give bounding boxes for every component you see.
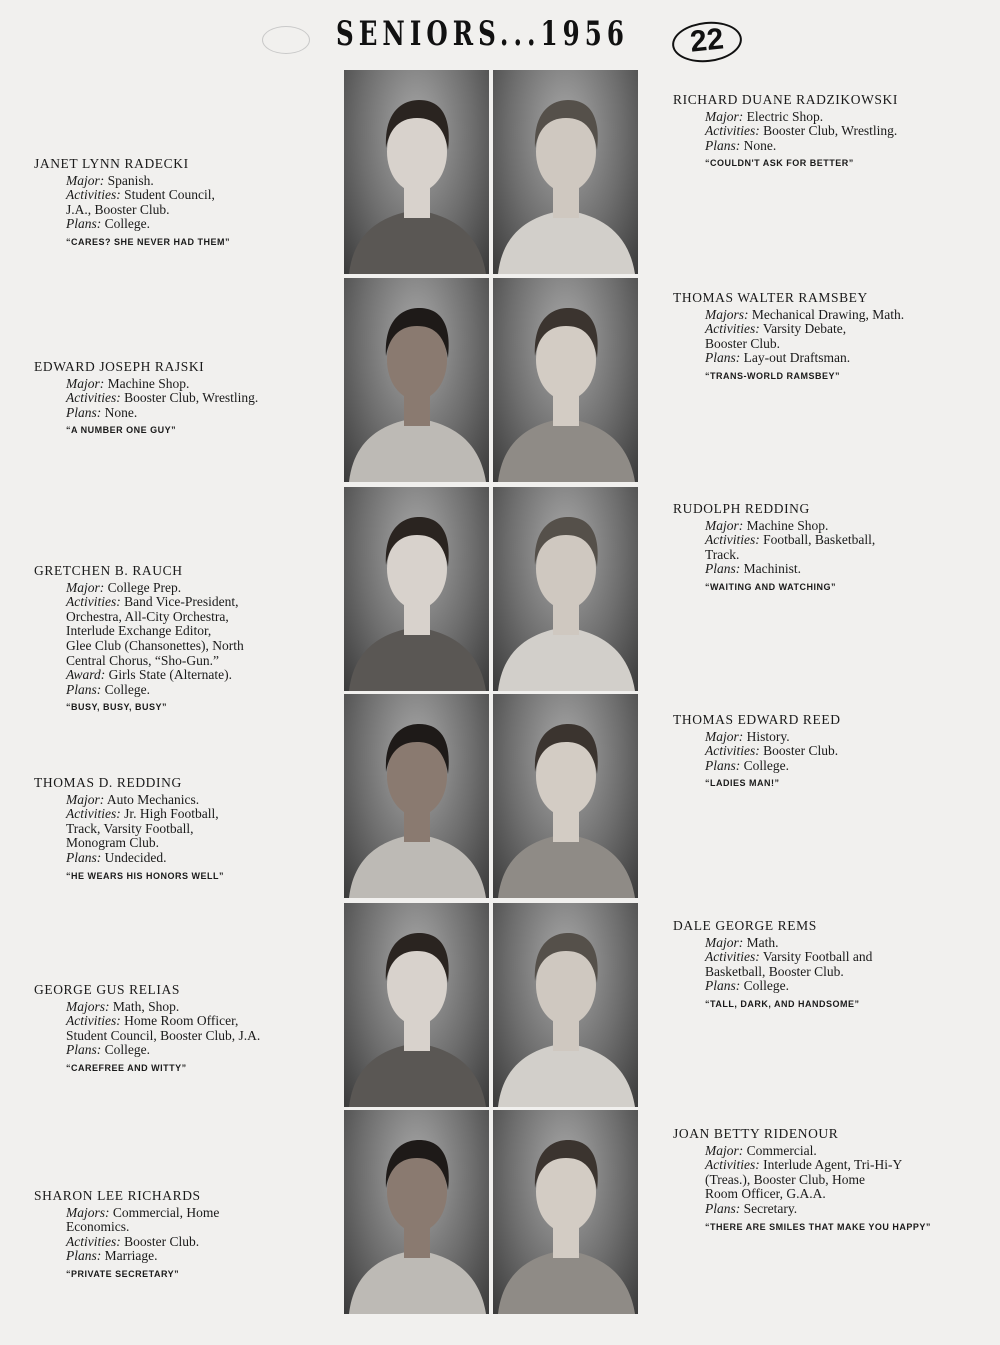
detail-line — [705, 744, 841, 759]
detail-line — [66, 1220, 219, 1235]
student-portrait-photo — [344, 70, 489, 274]
detail-text: Auto Mechanics. — [104, 791, 200, 807]
detail-text: Secretary. — [740, 1200, 798, 1216]
student-portrait-photo — [493, 903, 638, 1107]
student-motto: “HE WEARS HIS HONORS WELL” — [66, 870, 225, 881]
senior-entry — [673, 713, 841, 791]
detail-text: Booster Club. — [759, 743, 839, 759]
detail-text: None. — [101, 404, 138, 420]
detail-label: Majors: — [66, 998, 110, 1014]
detail-line — [66, 595, 244, 610]
detail-line — [66, 639, 244, 654]
detail-text: History. — [743, 728, 790, 744]
detail-line — [66, 581, 244, 596]
detail-text: Machine Shop. — [743, 517, 829, 533]
senior-entry — [673, 919, 872, 1012]
detail-line — [66, 406, 258, 421]
detail-label: Plans: — [66, 1248, 102, 1264]
student-motto: “CAREFREE AND WITTY” — [66, 1062, 187, 1073]
detail-line — [705, 1202, 931, 1217]
detail-text: Marriage. — [101, 1248, 158, 1264]
detail-text: Varsity Football and — [759, 949, 873, 965]
detail-line — [705, 308, 904, 323]
student-name: RICHARD DUANE RADZIKOWSKI — [673, 92, 898, 107]
student-name: EDWARD JOSEPH RAJSKI — [34, 359, 205, 374]
detail-line — [705, 730, 841, 745]
detail-line — [66, 203, 230, 218]
detail-label: Majors: — [66, 1204, 110, 1220]
senior-entry — [34, 776, 224, 883]
detail-label: Plans: — [705, 757, 741, 773]
detail-label: Plans: — [66, 404, 102, 420]
detail-line — [705, 1158, 931, 1173]
student-name: THOMAS EDWARD REED — [673, 712, 841, 727]
detail-label: Major: — [66, 791, 105, 807]
detail-line — [705, 1187, 931, 1202]
detail-text: Math. — [743, 934, 779, 950]
detail-label: Activities: — [66, 594, 121, 610]
detail-text: J.A., Booster Club. — [66, 201, 170, 217]
detail-text: Economics. — [66, 1219, 130, 1235]
detail-label: Plans: — [66, 681, 102, 697]
student-portrait-photo — [493, 70, 638, 274]
detail-label: Major: — [705, 517, 744, 533]
student-motto: “THERE ARE SMILES THAT MAKE YOU HAPPY” — [705, 1221, 931, 1232]
detail-label: Activities: — [66, 1013, 121, 1029]
student-motto: “PRIVATE SECRETARY” — [66, 1268, 180, 1279]
detail-text: Jr. High Football, — [120, 806, 219, 822]
detail-label: Major: — [705, 934, 744, 950]
detail-label: Plans: — [66, 849, 102, 865]
page-title: SENIORS...1956 — [336, 14, 629, 54]
detail-text: None. — [740, 137, 777, 153]
detail-line — [66, 851, 224, 866]
detail-label: Activities: — [705, 123, 760, 139]
detail-line — [66, 217, 230, 232]
detail-text: Band Vice-President, — [120, 594, 239, 610]
senior-entry — [673, 502, 875, 595]
student-portrait-photo — [493, 694, 638, 898]
detail-line — [66, 188, 230, 203]
detail-text: Booster Club. — [705, 335, 781, 351]
detail-line — [66, 610, 244, 625]
student-portrait-photo — [493, 487, 638, 691]
detail-line — [705, 759, 841, 774]
detail-text: College. — [101, 1042, 150, 1058]
detail-text: Student Council, — [120, 187, 215, 203]
student-portrait-photo — [344, 1110, 489, 1314]
faint-stamp-mark — [262, 26, 310, 54]
detail-line — [66, 807, 224, 822]
student-portrait-photo — [344, 278, 489, 482]
detail-label: Majors: — [705, 306, 749, 322]
detail-line — [705, 351, 904, 366]
detail-text: Football, Basketball, — [759, 532, 876, 548]
detail-line — [705, 562, 875, 577]
detail-label: Major: — [66, 172, 105, 188]
student-motto: “TRANS-WORLD RAMSBEY” — [705, 370, 840, 381]
detail-line — [66, 624, 244, 639]
detail-text: Undecided. — [101, 849, 167, 865]
detail-label: Activities: — [66, 390, 121, 406]
student-motto: “CARES? SHE NEVER HAD THEM” — [66, 236, 231, 247]
detail-line — [66, 174, 230, 189]
senior-entry — [34, 1189, 219, 1282]
detail-line — [705, 936, 872, 951]
detail-line — [705, 337, 904, 352]
student-motto: “LADIES MAN!” — [705, 778, 780, 789]
detail-text: Booster Club, Wrestling. — [759, 123, 898, 139]
detail-text: Commercial. — [743, 1142, 817, 1158]
handwritten-page-number: 22 — [670, 18, 744, 65]
student-name: RUDOLPH REDDING — [673, 501, 810, 516]
student-portrait-photo — [344, 903, 489, 1107]
detail-label: Plans: — [66, 1042, 102, 1058]
detail-text: Electric Shop. — [743, 108, 824, 124]
detail-label: Major: — [705, 1142, 744, 1158]
detail-text: Interlude Agent, Tri-Hi-Y — [759, 1157, 903, 1173]
student-motto: “TALL, DARK, AND HANDSOME” — [705, 998, 860, 1009]
detail-label: Plans: — [705, 978, 741, 994]
student-name: GRETCHEN B. RAUCH — [34, 563, 183, 578]
detail-label: Major: — [705, 728, 744, 744]
detail-line — [705, 519, 875, 534]
detail-label: Plans: — [705, 137, 741, 153]
detail-label: Activities: — [705, 321, 760, 337]
detail-text: Interlude Exchange Editor, — [66, 623, 212, 639]
detail-label: Activities: — [705, 532, 760, 548]
detail-line — [705, 110, 898, 125]
detail-line — [66, 1000, 260, 1015]
detail-text: College. — [740, 978, 789, 994]
student-portrait-photo — [344, 694, 489, 898]
detail-line — [66, 654, 244, 669]
student-motto: “A NUMBER ONE GUY” — [66, 425, 177, 436]
detail-line — [66, 822, 224, 837]
student-name: SHARON LEE RICHARDS — [34, 1188, 201, 1203]
detail-line — [705, 1173, 931, 1188]
detail-label: Activities: — [705, 949, 760, 965]
detail-label: Plans: — [705, 561, 741, 577]
detail-text: College. — [740, 757, 789, 773]
detail-line — [66, 1235, 219, 1250]
detail-text: Girls State (Alternate). — [105, 667, 232, 683]
senior-entry — [34, 157, 230, 250]
detail-label: Activities: — [66, 1233, 121, 1249]
detail-line — [66, 683, 244, 698]
student-motto: “COULDN'T ASK FOR BETTER” — [705, 158, 854, 169]
detail-text: Track. — [705, 546, 740, 562]
detail-line — [705, 1144, 931, 1159]
detail-line — [66, 1014, 260, 1029]
senior-entry — [673, 291, 904, 384]
detail-label: Activities: — [66, 187, 121, 203]
detail-label: Major: — [66, 375, 105, 391]
detail-line — [66, 668, 244, 683]
student-name: JANET LYNN RADECKI — [34, 156, 189, 171]
detail-label: Plans: — [66, 216, 102, 232]
detail-line — [66, 1249, 219, 1264]
detail-text: Room Officer, G.A.A. — [705, 1186, 826, 1202]
student-name: DALE GEORGE REMS — [673, 918, 817, 933]
detail-line — [66, 1043, 260, 1058]
detail-text: Basketball, Booster Club. — [705, 963, 844, 979]
detail-label: Award: — [66, 667, 106, 683]
senior-entry — [34, 983, 260, 1076]
detail-text: Machine Shop. — [104, 375, 190, 391]
detail-line — [66, 1029, 260, 1044]
detail-line — [705, 979, 872, 994]
detail-label: Plans: — [705, 350, 741, 366]
detail-line — [66, 836, 224, 851]
detail-text: Track, Varsity Football, — [66, 820, 194, 836]
detail-text: Monogram Club. — [66, 835, 159, 851]
detail-label: Activities: — [705, 743, 760, 759]
detail-label: Activities: — [66, 806, 121, 822]
detail-text: Commercial, Home — [109, 1204, 220, 1220]
senior-entry — [34, 360, 258, 438]
detail-text: Math, Shop. — [109, 998, 180, 1014]
detail-line — [705, 322, 904, 337]
detail-text: College Prep. — [104, 579, 182, 595]
detail-text: Machinist. — [740, 561, 801, 577]
detail-text: Home Room Officer, — [120, 1013, 239, 1029]
detail-line — [705, 124, 898, 139]
detail-line — [66, 793, 224, 808]
detail-text: Central Chorus, “Sho-Gun.” — [66, 652, 219, 668]
senior-entry — [673, 1127, 931, 1234]
senior-entry — [673, 93, 898, 171]
detail-text: Orchestra, All-City Orchestra, — [66, 608, 229, 624]
student-name: GEORGE GUS RELIAS — [34, 982, 180, 997]
detail-line — [705, 139, 898, 154]
student-name: JOAN BETTY RIDENOUR — [673, 1126, 839, 1141]
detail-line — [705, 965, 872, 980]
senior-entry — [34, 564, 244, 715]
detail-line — [66, 377, 258, 392]
student-motto: “BUSY, BUSY, BUSY” — [66, 702, 168, 713]
student-name: THOMAS WALTER RAMSBEY — [673, 290, 868, 305]
detail-text: Booster Club. — [120, 1233, 200, 1249]
detail-label: Major: — [705, 108, 744, 124]
detail-text: Student Council, Booster Club, J.A. — [66, 1027, 261, 1043]
detail-line — [66, 391, 258, 406]
detail-text: Booster Club, Wrestling. — [120, 390, 259, 406]
detail-label: Plans: — [705, 1200, 741, 1216]
detail-text: (Treas.), Booster Club, Home — [705, 1171, 865, 1187]
detail-line — [705, 950, 872, 965]
detail-text: College. — [101, 216, 150, 232]
detail-label: Activities: — [705, 1157, 760, 1173]
detail-text: Varsity Debate, — [759, 321, 847, 337]
student-portrait-photo — [493, 1110, 638, 1314]
detail-line — [705, 533, 875, 548]
detail-text: Lay-out Draftsman. — [740, 350, 851, 366]
detail-text: College. — [101, 681, 150, 697]
detail-label: Major: — [66, 579, 105, 595]
detail-line — [66, 1206, 219, 1221]
detail-line — [705, 548, 875, 563]
detail-text: Glee Club (Chansonettes), North — [66, 637, 244, 653]
student-name: THOMAS D. REDDING — [34, 775, 182, 790]
student-motto: “WAITING AND WATCHING” — [705, 581, 836, 592]
student-portrait-photo — [493, 278, 638, 482]
student-portrait-photo — [344, 487, 489, 691]
detail-text: Spanish. — [104, 172, 154, 188]
detail-text: Mechanical Drawing, Math. — [748, 306, 905, 322]
